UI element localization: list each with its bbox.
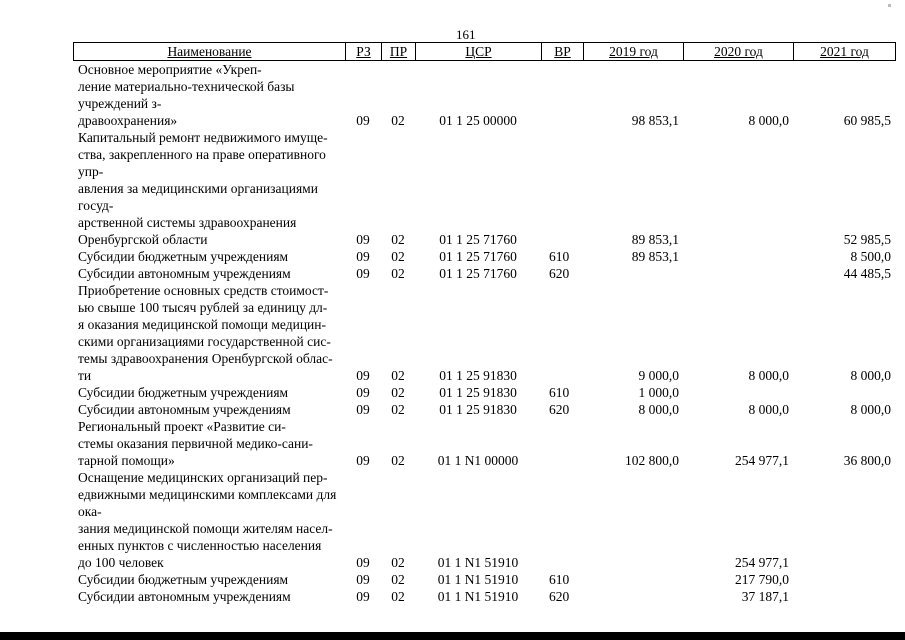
cell-pr: 02 (391, 402, 405, 417)
cell-rz: 09 (356, 572, 370, 587)
cell-rz: 09 (356, 249, 370, 264)
cell-rz: 09 (356, 453, 370, 468)
cell-y2020 (683, 248, 793, 265)
cell-name: Оснащение медицинских организаций пер- едвижными медицинскими комплексами для ока- зания медицинской помощи жителям насел- енных пунктов с численностью населения до 100 человек (78, 470, 337, 570)
cell-vr (541, 418, 583, 469)
cell-y2020: 8 000,0 (748, 368, 789, 383)
cell-pr: 02 (391, 572, 405, 587)
cell-csr: 01 1 25 91830 (439, 402, 517, 417)
cell-pr: 02 (391, 385, 405, 400)
col-name: Наименование (74, 43, 346, 61)
table-row (73, 571, 895, 588)
cell-y2019 (583, 265, 683, 282)
page-number: 161 (456, 27, 476, 42)
scan-speck (888, 4, 891, 7)
cell-y2019: 102 800,0 (625, 453, 679, 468)
cell-pr: 02 (391, 266, 405, 281)
table-row (73, 588, 895, 605)
cell-pr: 02 (391, 453, 405, 468)
cell-vr (541, 282, 583, 384)
col-vr: ВР (542, 43, 584, 61)
cell-pr: 02 (391, 589, 405, 604)
table-row (73, 129, 895, 248)
cell-y2020: 8 000,0 (748, 113, 789, 128)
table-header (73, 42, 896, 61)
cell-y2021: 8 000,0 (850, 368, 891, 383)
table-row (73, 469, 895, 571)
cell-y2020: 37 187,1 (741, 589, 789, 604)
cell-y2020 (683, 384, 793, 401)
cell-csr: 01 1 25 00000 (439, 113, 517, 128)
cell-rz: 09 (356, 368, 370, 383)
cell-y2021: 44 485,5 (843, 266, 891, 281)
table-row (73, 248, 895, 265)
cell-csr: 01 1 25 91830 (439, 368, 517, 383)
cell-csr: 01 1 N1 51910 (437, 572, 519, 587)
col-2019: 2019 год (584, 43, 684, 61)
cell-name: Капитальный ремонт недвижимого имуще- ства, закрепленного на праве оперативного упр- авления за медицинскими организациями госуд- арственной системы здравоохранения Оренбургской области (78, 130, 328, 247)
cell-name: Основное мероприятие «Укреп- ление материально-технической базы учреждений з- дравоохранения» (78, 62, 295, 128)
table-row (73, 384, 895, 401)
cell-csr: 01 1 25 71760 (439, 266, 517, 281)
cell-vr (541, 129, 583, 248)
cell-csr: 01 1 25 71760 (439, 249, 517, 264)
cell-y2021 (793, 384, 895, 401)
cell-y2019 (583, 469, 683, 571)
cell-vr (541, 469, 583, 571)
cell-y2021 (793, 571, 895, 588)
col-csr: ЦСР (416, 43, 542, 61)
cell-rz: 09 (356, 266, 370, 281)
cell-y2019: 98 853,1 (631, 113, 679, 128)
cell-name: Субсидии бюджетным учреждениям (78, 572, 289, 587)
cell-y2019 (583, 571, 683, 588)
cell-vr: 620 (549, 589, 570, 604)
cell-rz: 09 (356, 589, 370, 604)
col-rz: РЗ (346, 43, 382, 61)
cell-y2021: 60 985,5 (843, 113, 891, 128)
cell-name: Региональный проект «Развитие си- стемы оказания первичной медико-сани- тарной помощи» (78, 419, 313, 468)
cell-y2021: 8 500,0 (850, 249, 891, 264)
table-row (73, 418, 895, 469)
cell-y2020 (683, 129, 793, 248)
cell-y2021: 8 000,0 (850, 402, 891, 417)
col-pr: ПР (382, 43, 416, 61)
cell-y2019: 89 853,1 (631, 249, 679, 264)
cell-y2020: 254 977,1 (735, 555, 789, 570)
cell-vr: 610 (549, 385, 570, 400)
cell-y2020: 217 790,0 (735, 572, 789, 587)
cell-pr: 02 (391, 113, 405, 128)
cell-name: Субсидии бюджетным учреждениям (78, 249, 289, 264)
cell-pr: 02 (391, 249, 405, 264)
table-row (73, 401, 895, 418)
cell-y2019: 89 853,1 (631, 232, 679, 247)
cell-csr: 01 1 N1 00000 (437, 453, 519, 468)
page-bottom-border (0, 632, 905, 640)
cell-y2021: 52 985,5 (843, 232, 891, 247)
table-row (73, 61, 895, 129)
cell-vr: 620 (549, 402, 570, 417)
cell-pr: 02 (391, 368, 405, 383)
cell-rz: 09 (356, 555, 370, 570)
cell-vr (541, 61, 583, 129)
cell-pr: 02 (391, 555, 405, 570)
col-2021: 2021 год (794, 43, 896, 61)
cell-vr: 610 (549, 249, 570, 264)
cell-csr: 01 1 25 91830 (439, 385, 517, 400)
table-row (73, 265, 895, 282)
cell-y2021 (793, 469, 895, 571)
cell-y2021 (793, 588, 895, 605)
budget-table (73, 61, 895, 605)
cell-y2019: 9 000,0 (638, 368, 679, 383)
cell-y2021: 36 800,0 (843, 453, 891, 468)
header-row (74, 43, 896, 61)
cell-y2019: 1 000,0 (638, 385, 679, 400)
cell-csr: 01 1 25 71760 (439, 232, 517, 247)
cell-name: Субсидии автономным учреждениям (78, 402, 291, 417)
cell-rz: 09 (356, 113, 370, 128)
cell-name: Субсидии автономным учреждениям (78, 266, 291, 281)
cell-vr: 620 (549, 266, 570, 281)
cell-y2019: 8 000,0 (638, 402, 679, 417)
cell-name: Субсидии бюджетным учреждениям (78, 385, 289, 400)
cell-csr: 01 1 N1 51910 (437, 589, 519, 604)
cell-y2020 (683, 265, 793, 282)
cell-y2019 (583, 588, 683, 605)
cell-rz: 09 (356, 385, 370, 400)
cell-y2020: 254 977,1 (735, 453, 789, 468)
cell-name: Субсидии автономным учреждениям (78, 589, 291, 604)
cell-name: Приобретение основных средств стоимост- ью свыше 100 тысяч рублей за единицу дл- я оказания медицинской помощи медицин- скими организациями государственной сис- темы здравоохранения Оренбургской облас- ти (78, 283, 333, 383)
cell-y2020: 8 000,0 (748, 402, 789, 417)
cell-csr: 01 1 N1 51910 (437, 555, 519, 570)
cell-vr: 610 (549, 572, 570, 587)
table-row (73, 282, 895, 384)
cell-rz: 09 (356, 232, 370, 247)
col-2020: 2020 год (684, 43, 794, 61)
cell-rz: 09 (356, 402, 370, 417)
cell-pr: 02 (391, 232, 405, 247)
